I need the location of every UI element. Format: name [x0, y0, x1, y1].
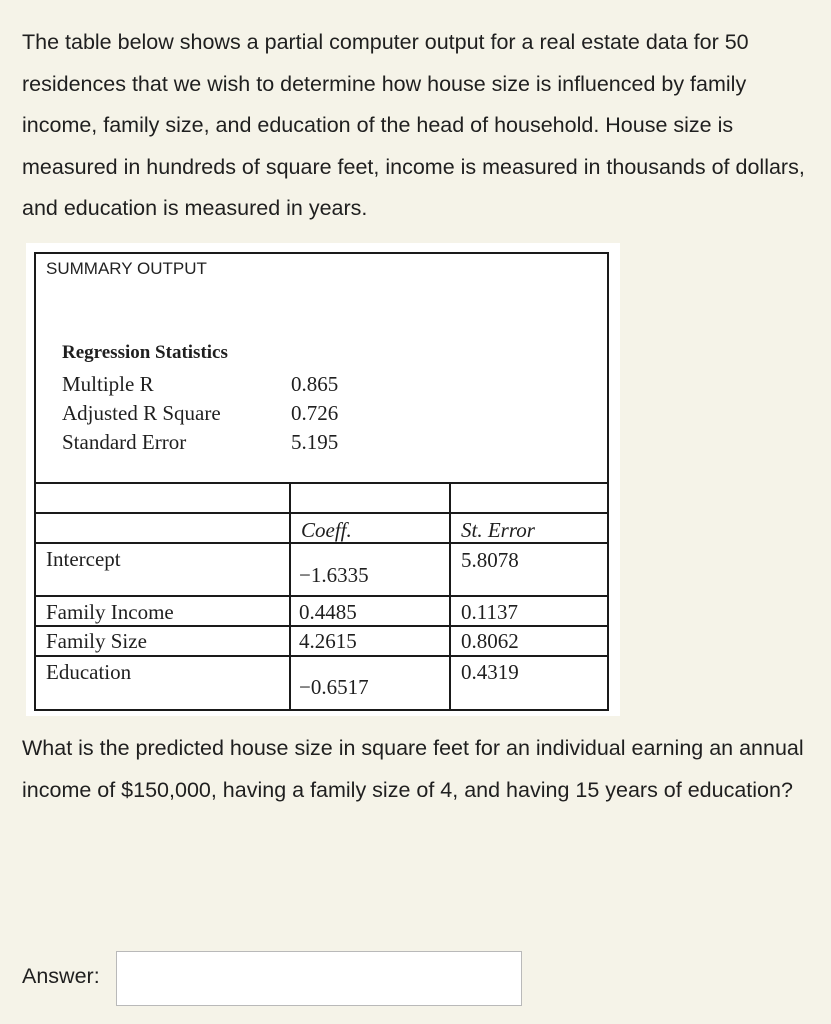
stat-value-multiple-r: 0.865 — [291, 372, 339, 396]
column-divider — [449, 482, 451, 709]
table-divider — [36, 512, 607, 514]
table-divider — [36, 625, 607, 627]
answer-input[interactable] — [116, 951, 522, 1006]
header-coeff: Coeff. — [301, 518, 352, 542]
st-error-family-size: 0.8062 — [461, 629, 519, 653]
answer-label: Answer: — [22, 964, 100, 988]
row-label-family-size: Family Size — [46, 629, 147, 653]
stat-label-multiple-r: Multiple R — [62, 372, 154, 396]
regression-statistics-heading: Regression Statistics — [62, 342, 228, 363]
coeff-intercept: −1.6335 — [299, 563, 369, 587]
summary-output-table — [34, 252, 609, 711]
question-text: What is the predicted house size in square feet for an individual earning an annual income of $150,000, having a family size of 4, and having 15 years of education? — [22, 736, 804, 802]
column-divider — [289, 482, 291, 709]
header-st-error: St. Error — [461, 518, 535, 542]
stat-label-standard-error: Standard Error — [62, 430, 187, 454]
st-error-family-income: 0.1137 — [461, 600, 518, 624]
table-divider — [36, 655, 607, 657]
summary-output-title: SUMMARY OUTPUT — [46, 259, 207, 278]
regression-output-image — [26, 243, 620, 716]
table-divider — [36, 595, 607, 597]
row-label-education: Education — [46, 660, 132, 684]
row-label-family-income: Family Income — [46, 600, 174, 624]
st-error-education: 0.4319 — [461, 660, 519, 684]
table-divider — [36, 482, 607, 484]
coeff-family-income: 0.4485 — [299, 600, 357, 624]
coeff-family-size: 4.2615 — [299, 629, 357, 653]
problem-intro: The table below shows a partial computer output for a real estate data for 50 residences that we wish to determine how house size is influenced by family income, family size, and education of the head of household. House size is measured in hundreds of square feet, income is measured in thousands of dollars, and education is measured in years. — [22, 30, 805, 220]
stat-value-standard-error: 5.195 — [291, 430, 339, 454]
stat-label-adjusted-r-square: Adjusted R Square — [62, 401, 221, 425]
stat-value-adjusted-r-square: 0.726 — [291, 401, 339, 425]
coeff-education: −0.6517 — [299, 675, 369, 699]
st-error-intercept: 5.8078 — [461, 548, 519, 572]
row-label-intercept: Intercept — [46, 547, 121, 571]
